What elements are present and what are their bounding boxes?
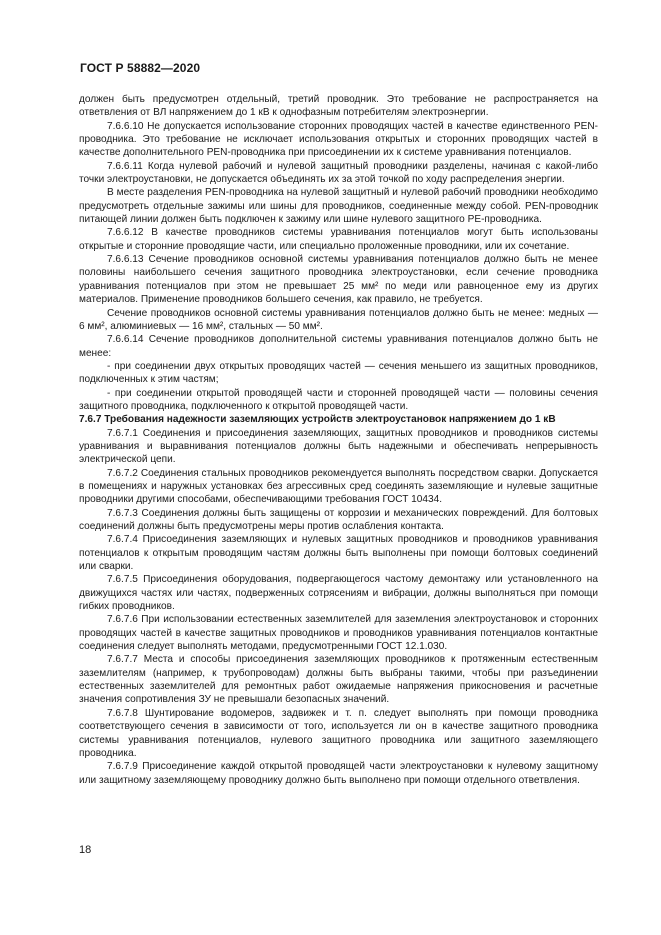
paragraph: 7.6.7.9 Присоединение каждой открытой проводящей части электроустановки к нулевому защитному или защитному заземляющему проводнику должно быть выполнено при помощи отдельного ответвления.: [79, 761, 598, 786]
paragraph: 7.6.7.3 Соединения должны быть защищены от коррозии и механических повреждений. Для болтовых соединений должны быть предусмотрены меры против ослабления контакта.: [79, 507, 598, 532]
paragraph: 7.6.7.8 Шунтирование водомеров, задвижек и т. п. следует выполнять при помощи проводника соответствующего сечения в зависимости от того, используется ли он в качестве защитного проводника системы уравнивания потенциалов, нулевого защитного проводника или защитного заземляющего проводника.: [79, 707, 598, 759]
list-item: - при соединении открытой проводящей части и сторонней проводящей части — половины сечения защитного проводника, подключенного к открытой проводящей части.: [79, 387, 598, 412]
paragraph: 7.6.7.5 Присоединения оборудования, подвергающегося частому демонтажу или установленного на движущихся частях или частях, подверженных сотрясениям и вибрации, должны выполняться при помощи гибких проводников.: [79, 574, 598, 613]
section-heading: 7.6.7 Требования надежности заземляющих устройств электроустановок напряжением до 1 кВ: [79, 414, 556, 426]
paragraph: 7.6.7.4 Присоединения заземляющих и нулевых защитных проводников и проводников уравнивания потенциалов к открытым проводящим частям должны быть выполнены при помощи болтовых соединений или сварки.: [79, 534, 598, 573]
paragraph: Сечение проводников основной системы уравнивания потенциалов должно быть не менее: медных — 6 мм², алюминиевых — 16 мм², стальных — 50 мм².: [79, 307, 598, 332]
document-code-header: ГОСТ Р 58882—2020: [80, 61, 201, 75]
paragraph: В месте разделения PEN-проводника на нулевой защитный и нулевой рабочий проводники необходимо предусмотреть отдельные зажимы или шины для проводников, соединенные между собой. PEN-проводник питающей линии должен быть подключен к зажиму или шине нулевого защитного PE-проводника.: [79, 187, 598, 226]
page-number: 18: [79, 844, 92, 856]
paragraph: 7.6.6.13 Сечение проводников основной системы уравнивания потенциалов должно быть не менее половины наибольшего сечения защитного проводника электроустановки, если сечение проводника уравнивания потенциалов при этом не превышает 25 мм² по меди или равноценное ему из других материалов. Применение проводников большего сечения, как правило, не требуется.: [79, 254, 598, 306]
paragraph: 7.6.6.10 Не допускается использование сторонних проводящих частей в качестве единственного PEN-проводника. Это требование не исключает использования открытых и сторонних проводящих частей в качестве дополнительного PEN-проводника при присоединении их к системе уравнивания потенциалов.: [79, 120, 598, 159]
paragraph: должен быть предусмотрен отдельный, третий проводник. Это требование не распространяется на ответвления от ВЛ напряжением до 1 кВ к однофазным потребителям электроэнергии.: [79, 94, 598, 119]
paragraph: 7.6.7.6 При использовании естественных заземлителей для заземления электроустановок и сторонних проводящих частей в качестве защитных проводников и проводников уравнивания потенциалов контактные соединения следует выполнять методами, предусмотренными ГОСТ 12.1.030.: [79, 614, 598, 653]
paragraph: 7.6.6.12 В качестве проводников системы уравнивания потенциалов могут быть использованы открытые и сторонние проводящие части, или специально проложенные проводники, или их сочетание.: [79, 227, 598, 252]
paragraph: 7.6.7.7 Места и способы присоединения заземляющих проводников к протяженным естественным заземлителям (например, к трубопроводам) должны быть выбраны такими, чтобы при разъединении естественных заземлителей для ремонтных работ ожидаемые напряжения прикосновения и расчетные значения сопротивления ЗУ не превышали безопасных значений.: [79, 654, 598, 706]
document-body: [79, 93, 598, 787]
list-item: - при соединении двух открытых проводящих частей — сечения меньшего из защитных проводников, подключенных к этим частям;: [79, 360, 598, 386]
paragraph: 7.6.6.11 Когда нулевой рабочий и нулевой защитный проводники разделены, начиная с какой-либо точки электроустановки, не допускается объединять их за этой точкой по ходу распределения энергии.: [79, 160, 598, 186]
paragraph: 7.6.6.14 Сечение проводников дополнительной системы уравнивания потенциалов должно быть не менее:: [79, 334, 598, 359]
paragraph: 7.6.7.2 Соединения стальных проводников рекомендуется выполнять посредством сварки. Допускается в помещениях и наружных установках без агрессивных сред соединять заземляющие и нулевые защитные проводники другими способами, обеспечивающими требования ГОСТ 10434.: [79, 467, 598, 506]
paragraph: 7.6.7.1 Соединения и присоединения заземляющих, защитных проводников и проводников системы уравнивания и выравнивания потенциалов должны быть надежными и обеспечивать непрерывность электрической цепи.: [79, 427, 598, 466]
